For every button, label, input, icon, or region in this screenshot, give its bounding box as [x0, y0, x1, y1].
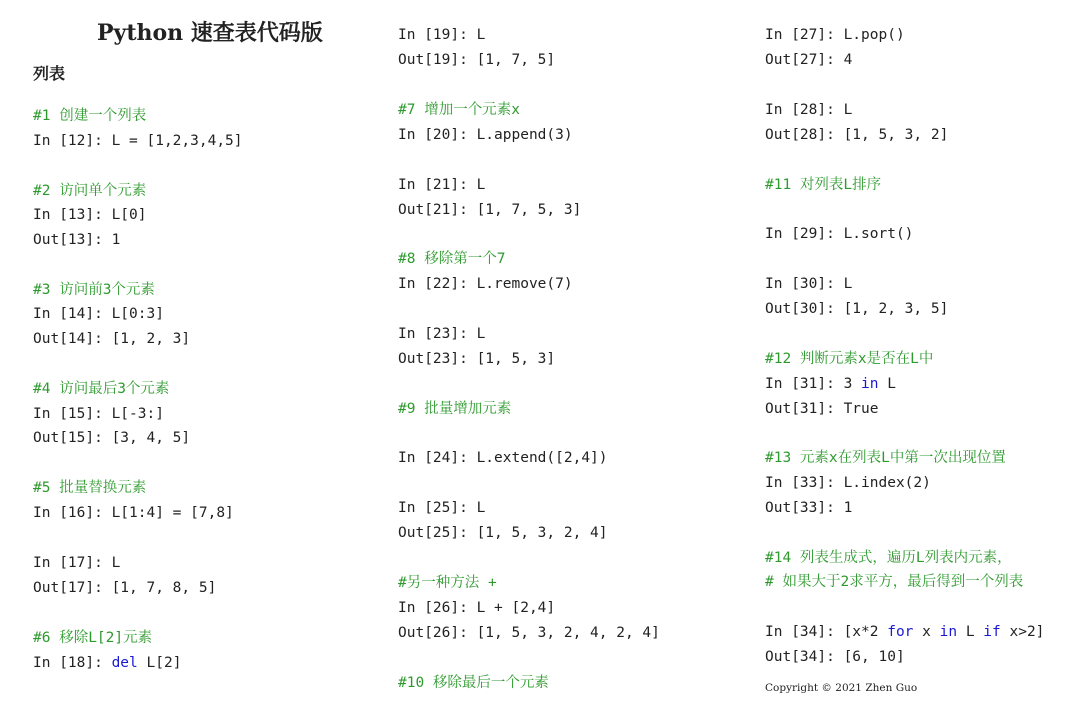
- keyword: in: [861, 376, 879, 392]
- code-text: Out[27]: 4: [765, 52, 853, 68]
- code-text: Out[34]: [6, 10]: [765, 649, 905, 665]
- comment-line: [33, 181, 146, 201]
- code-line: [33, 131, 243, 151]
- code-text: Out[21]: [1, 7, 5, 3]: [398, 202, 582, 218]
- code-text: In [21]: L: [398, 177, 486, 193]
- code-text: L: [957, 624, 984, 640]
- code-text: In [31]: 3: [765, 376, 862, 392]
- code-text: Out[14]: [1, 2, 3]: [33, 331, 191, 347]
- keyword: for: [887, 624, 914, 640]
- code-text: Out[13]: 1: [33, 232, 121, 248]
- code-text: In [33]: L.index(2): [765, 475, 931, 491]
- code-text: #10 移除最后一个元素: [398, 675, 549, 691]
- code-line: [398, 523, 608, 543]
- code-text: In [12]: L = [1,2,3,4,5]: [33, 133, 243, 149]
- code-text: #11 对列表L排序: [765, 177, 882, 193]
- code-text: #8 移除第一个7: [398, 251, 506, 267]
- code-text: #9 批量增加元素: [398, 401, 512, 417]
- code-text: Out[23]: [1, 5, 3]: [398, 351, 556, 367]
- code-text: In [22]: L.remove(7): [398, 276, 573, 292]
- code-text: #6 移除L[2]元素: [33, 630, 153, 646]
- code-text: #1 创建一个列表: [33, 108, 147, 124]
- code-text: #7 增加一个元素x: [398, 102, 520, 118]
- code-text: In [30]: L: [765, 276, 853, 292]
- code-text: In [34]: [x*2: [765, 624, 888, 640]
- code-text: In [18]:: [33, 655, 112, 671]
- comment-line: [398, 249, 505, 269]
- comment-line: [33, 628, 152, 648]
- comment-line: [398, 673, 549, 693]
- code-text: In [29]: L.sort(): [765, 226, 914, 242]
- code-text: In [19]: L: [398, 27, 486, 43]
- code-text: #另一种方法 +: [398, 575, 497, 591]
- code-line: [765, 224, 913, 244]
- code-line: [765, 274, 852, 294]
- code-line: [398, 498, 485, 518]
- code-text: In [23]: L: [398, 326, 486, 342]
- code-line: [765, 50, 852, 70]
- comment-line: [398, 399, 511, 419]
- code-text: In [27]: L.pop(): [765, 27, 905, 43]
- comment-line: [765, 175, 881, 195]
- code-text: In [16]: L[1:4] = [7,8]: [33, 505, 234, 521]
- code-text: Out[26]: [1, 5, 3, 2, 4, 2, 4]: [398, 625, 660, 641]
- comment-line: [33, 478, 146, 498]
- code-text: In [28]: L: [765, 102, 853, 118]
- comment-line: [765, 572, 1023, 592]
- comment-line: [765, 349, 933, 369]
- code-line: [765, 622, 1044, 642]
- code-line: [398, 349, 555, 369]
- code-line: [398, 25, 485, 45]
- code-text: In [24]: L.extend([2,4]): [398, 450, 608, 466]
- comment-line: [765, 448, 1006, 468]
- code-line: [765, 125, 948, 145]
- comment-line: [398, 573, 497, 593]
- code-line: [33, 553, 120, 573]
- code-line: [398, 324, 485, 344]
- keyword: del: [111, 655, 138, 671]
- code-text: Out[17]: [1, 7, 8, 5]: [33, 580, 217, 596]
- code-line: [33, 329, 190, 349]
- code-line: [398, 598, 555, 618]
- code-line: [765, 498, 852, 518]
- code-text: x>2]: [1000, 624, 1045, 640]
- code-line: [33, 578, 216, 598]
- code-line: [398, 125, 573, 145]
- code-line: [33, 503, 234, 523]
- code-line: [765, 25, 905, 45]
- page-title: Python 速查表代码版: [97, 20, 323, 46]
- code-line: [33, 304, 164, 324]
- code-text: #12 判断元素x是否在L中: [765, 351, 934, 367]
- keyword: if: [983, 624, 1001, 640]
- code-text: L: [878, 376, 896, 392]
- code-line: [33, 205, 147, 225]
- code-text: Out[15]: [3, 4, 5]: [33, 430, 191, 446]
- code-line: [765, 647, 905, 667]
- code-line: [33, 428, 190, 448]
- code-text: In [14]: L[0:3]: [33, 306, 164, 322]
- code-text: #5 批量替换元素: [33, 480, 147, 496]
- code-text: x: [913, 624, 940, 640]
- comment-line: [33, 106, 146, 126]
- code-text: #3 访问前3个元素: [33, 282, 155, 298]
- copyright-notice: Copyright © 2021 Zhen Guo: [765, 682, 918, 694]
- code-text: In [20]: L.append(3): [398, 127, 573, 143]
- comment-line: [33, 379, 169, 399]
- code-text: #4 访问最后3个元素: [33, 381, 170, 397]
- code-line: [398, 623, 660, 643]
- code-text: Out[19]: [1, 7, 5]: [398, 52, 556, 68]
- code-text: In [13]: L[0]: [33, 207, 147, 223]
- code-text: Out[31]: True: [765, 401, 879, 417]
- code-text: # 如果大于2求平方，最后得到一个列表: [765, 574, 1024, 590]
- code-line: [398, 200, 581, 220]
- code-line: [33, 404, 164, 424]
- code-text: In [15]: L[-3:]: [33, 406, 164, 422]
- code-line: [33, 653, 181, 673]
- code-text: L[2]: [137, 655, 182, 671]
- code-text: Out[33]: 1: [765, 500, 853, 516]
- code-text: #2 访问单个元素: [33, 183, 147, 199]
- keyword: in: [939, 624, 958, 640]
- code-text: Out[25]: [1, 5, 3, 2, 4]: [398, 525, 608, 541]
- code-line: [33, 230, 120, 250]
- code-text: Out[30]: [1, 2, 3, 5]: [765, 301, 949, 317]
- code-line: [765, 374, 896, 394]
- code-line: [398, 50, 555, 70]
- code-text: #14 列表生成式，遍历L列表内元素，: [765, 550, 1012, 566]
- code-text: Out[28]: [1, 5, 3, 2]: [765, 127, 949, 143]
- code-line: [765, 100, 852, 120]
- comment-line: [398, 100, 520, 120]
- code-line: [398, 448, 608, 468]
- code-line: [765, 473, 931, 493]
- section-heading: 列表: [33, 64, 66, 83]
- code-line: [398, 175, 485, 195]
- code-text: In [25]: L: [398, 500, 486, 516]
- code-line: [765, 399, 879, 419]
- code-text: #13 元素x在列表L中第一次出现位置: [765, 450, 1006, 466]
- code-text: In [17]: L: [33, 555, 121, 571]
- code-text: In [26]: L + [2,4]: [398, 600, 556, 616]
- comment-line: [765, 548, 1012, 568]
- code-line: [765, 299, 948, 319]
- code-line: [398, 274, 573, 294]
- comment-line: [33, 280, 155, 300]
